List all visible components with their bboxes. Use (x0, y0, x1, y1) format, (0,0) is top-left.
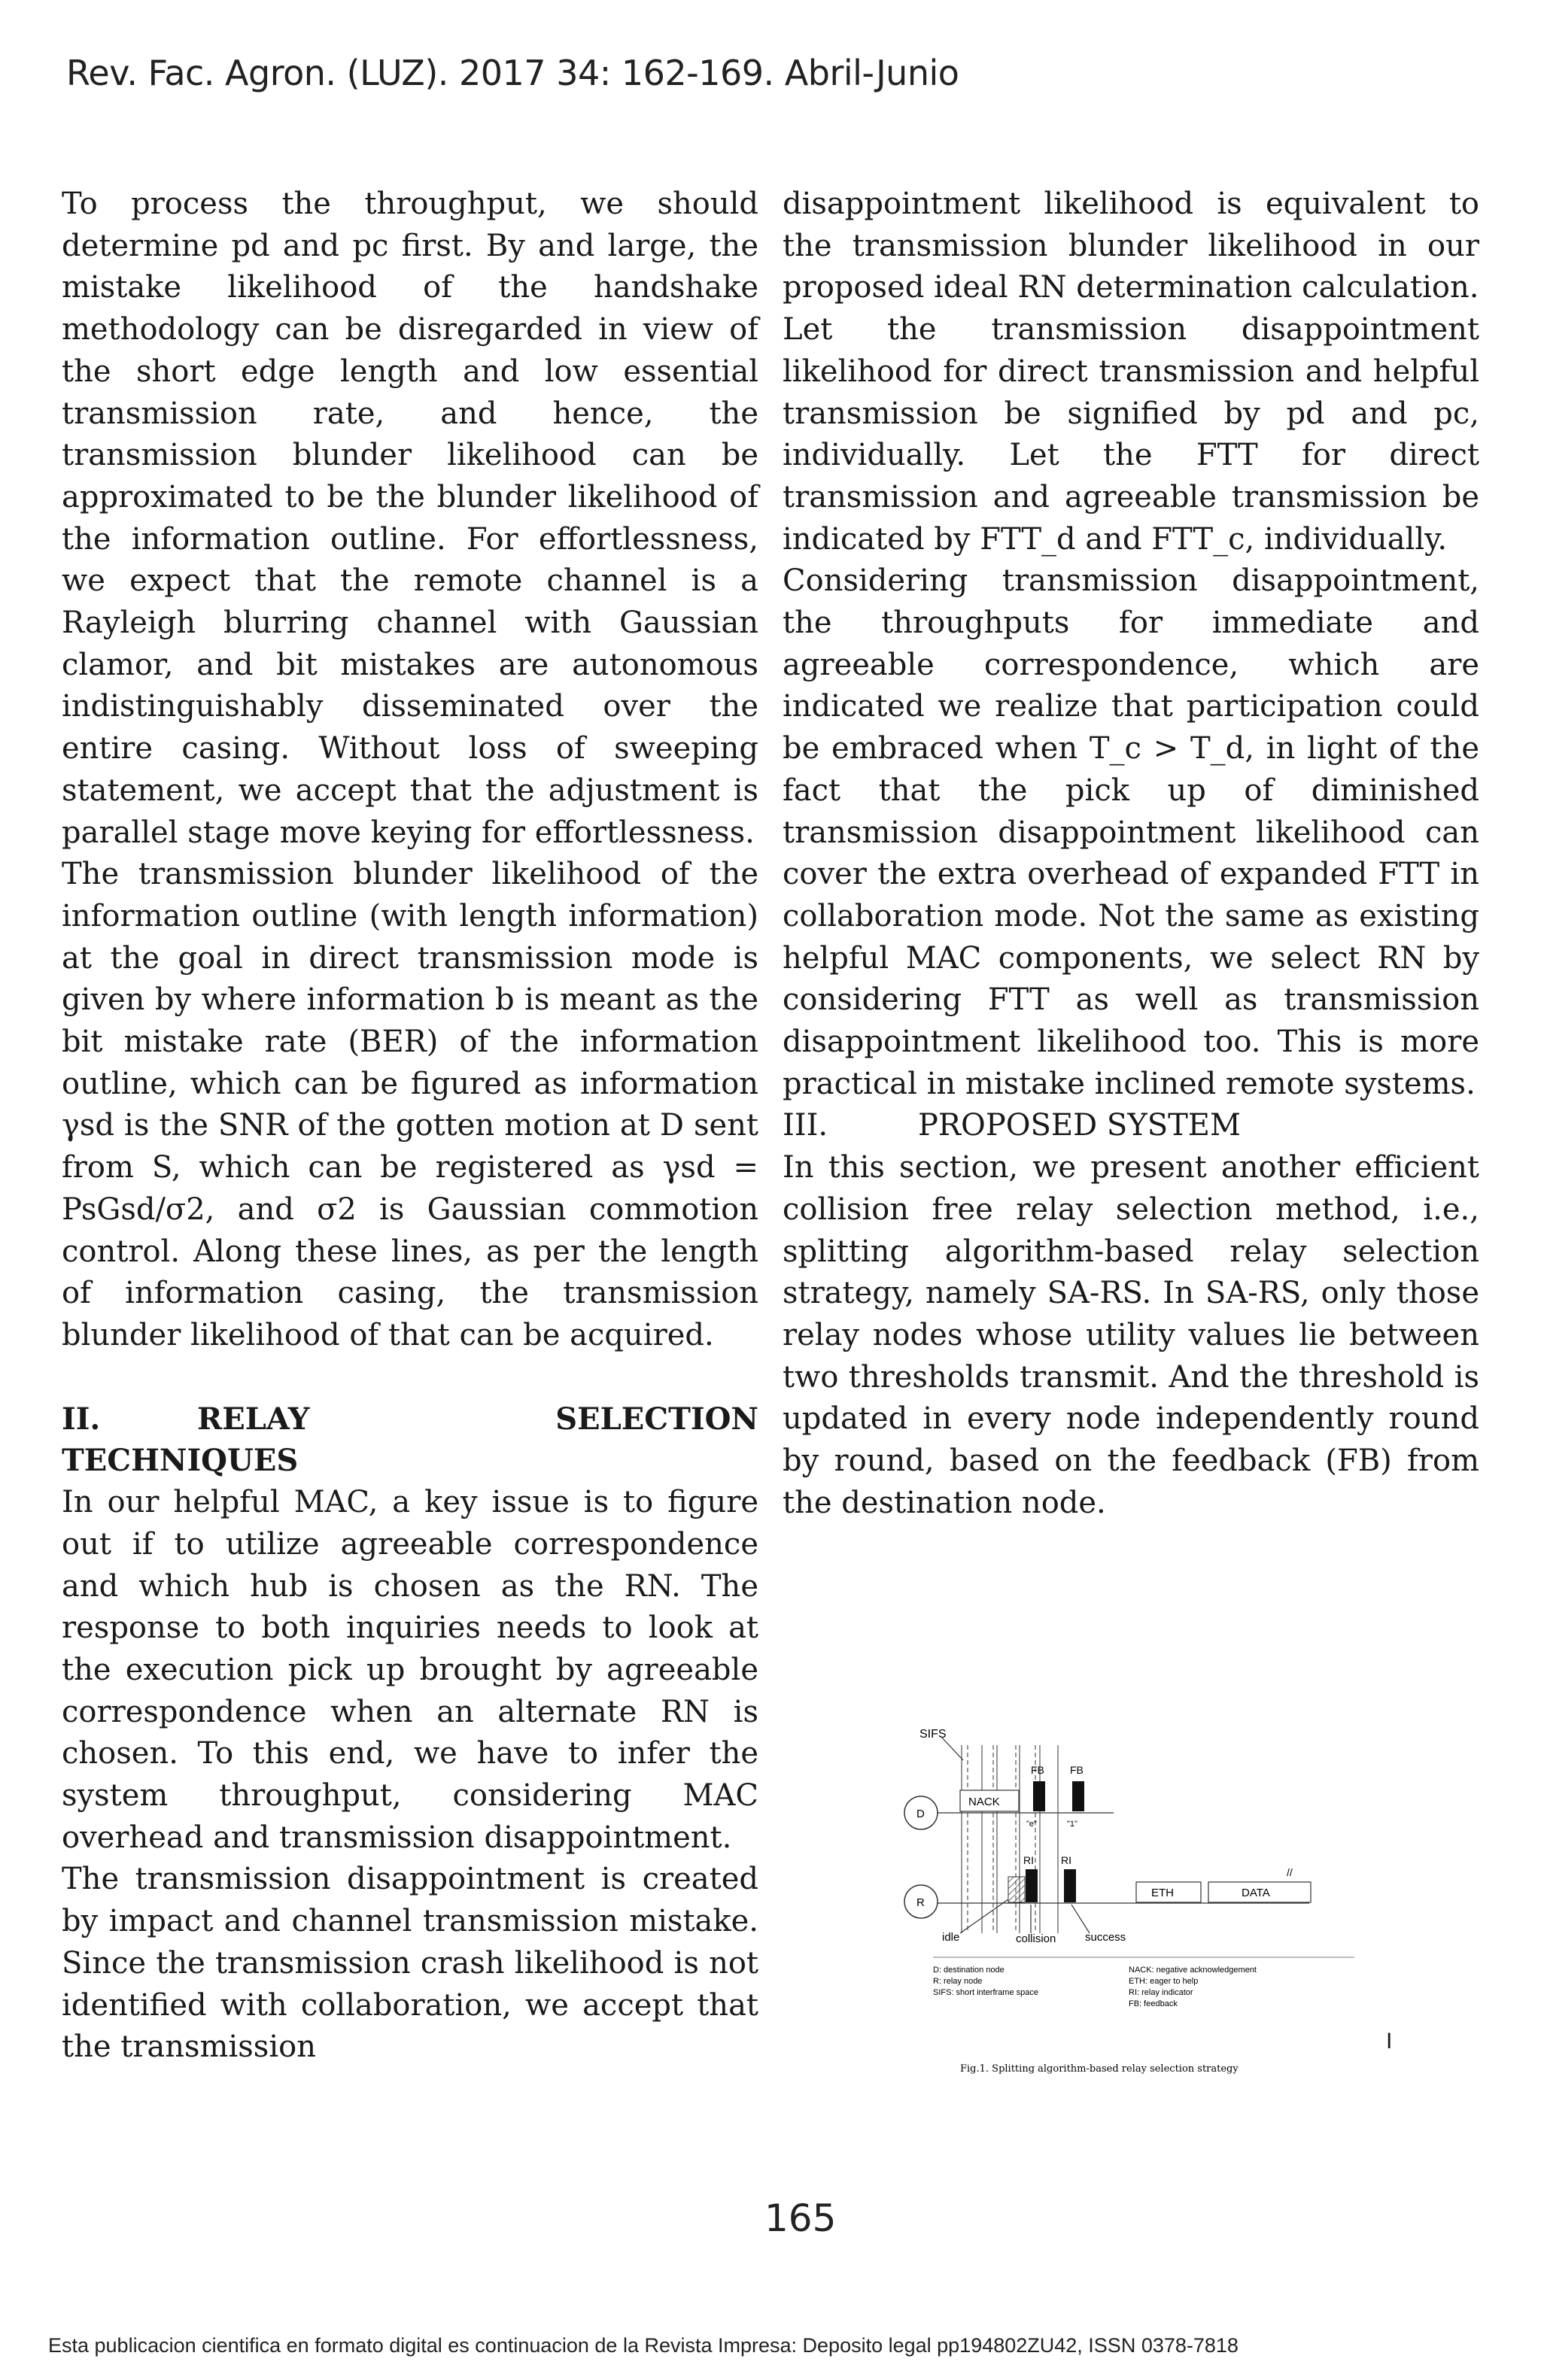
fb-label-2: FB (1070, 1764, 1084, 1776)
legend-fb: FB: feedback (1129, 1999, 1178, 2008)
ri-frame-1 (1026, 1869, 1038, 1902)
right-paragraph-4: In this section, we present another efficient collision free relay selection method, i.e., splitting algorithm-based relay selection strategy, namely SA-RS. In SA-RS, only those relay nodes whose utility values lie between two thresholds transmit. And the threshold is updated in every node independently round by round, based on the feedback (FB) from the destination node. (783, 1150, 1479, 1520)
collision-label: collision (1016, 1932, 1056, 1945)
right-column (783, 184, 1479, 1525)
left-paragraph-4: The transmission disappointment is created by impact and channel transmission mistake. Since the transmission crash likelihood is not identified with collaboration, we accept that the transmission (62, 1862, 758, 2065)
idle-slot (1008, 1877, 1025, 1902)
legend-ri: RI: relay indicator (1129, 1988, 1193, 1997)
fb-value-1: "e" (1026, 1820, 1037, 1829)
legend-d: D: destination node (933, 1966, 1005, 1975)
legend-sifs: SIFS: short interframe space (933, 1988, 1038, 1997)
data-label: DATA (1242, 1887, 1270, 1899)
fb-label-1: FB (1031, 1764, 1044, 1776)
eth-label: ETH (1151, 1887, 1174, 1899)
destination-node-label: D (916, 1808, 925, 1820)
legend-r: R: relay node (933, 1977, 983, 1986)
left-paragraph-2: The transmission blunder likelihood of the information outline (with length information) at the goal in direct transmission mode is given by where information b is meant as the bit mistake rate (BER) of the information outline, which can be figured as information γsd is the SNR of the gotten motion at D sent from S, which can be registered as γsd = PsGsd/σ2, and σ2 is Gaussian commotion control. Along these lines, as per the length of information casing, the transmission blunder likelihood of that can be acquired. (62, 857, 758, 1352)
nack-label: NACK (968, 1796, 1000, 1808)
right-paragraph-2: Let the transmission disappointment likelihood for direct transmission and helpful transmission be signified by pd and pc, individually. Let the FTT for direct transmission and agreeable transmission be indicated by FTT_d and FTT_c, individually. (783, 312, 1479, 557)
fb-value-2: "1" (1067, 1820, 1077, 1829)
page-number: 165 (764, 2196, 837, 2240)
sifs-arrow (941, 1736, 963, 1760)
left-paragraph-1: To process the throughput, we should determine pd and pc first. By and large, the mistake likelihood of the handshake methodology can be disregarded in view of the short edge length and low essential transmission rate, and hence, the transmission blunder likelihood can be approximated to be the blunder likelihood of the information outline. For effortlessness, we expect that the remote channel is a Rayleigh blurring channel with Gaussian clamor, and bit mistakes are autonomous indistinguishably disseminated over the entire casing. Without loss of sweeping statement, we accept that the adjustment is parallel stage move keying for effortlessness. (62, 187, 758, 850)
stray-mark: I (1386, 2029, 1393, 2054)
heading-text: PROPOSED SYSTEM (918, 1108, 1241, 1143)
ri-label-2: RI (1061, 1854, 1071, 1866)
right-paragraph-3: Considering transmission disappointment, the throughputs for immediate and agreeable correspondence, which are indicated we realize that participation could be embraced when T_c > T_d, in light of the fact that the pick up of diminished transmission disappointment likelihood can cover the extra overhead of expanded FTT in collaboration mode. Not the same as existing helpful MAC components, we select RN by considering FTT as well as transmission disappointment likelihood too. This is more practical in mistake inclined remote systems. (783, 563, 1479, 1101)
legend-eth: ETH: eager to help (1129, 1977, 1199, 1986)
heading-number: III. (783, 1108, 828, 1143)
ri-frame-2 (1064, 1869, 1076, 1902)
right-paragraph-1: disappointment likelihood is equivalent to the transmission blunder likelihood in our proposed ideal RN determination calculation. (783, 187, 1479, 305)
legend-nack: NACK: negative acknowledgement (1129, 1966, 1257, 1975)
heading-text: RELAY SELECTION TECHNIQUES (62, 1401, 758, 1479)
journal-header: Rev. Fac. Agron. (LUZ). 2017 34: 162-169. Abril-Junio (66, 53, 959, 93)
ri-label-1: RI (1023, 1854, 1034, 1866)
fb-frame-2 (1072, 1781, 1084, 1811)
success-arrow (1071, 1905, 1090, 1933)
heading-number: II. (62, 1401, 101, 1437)
left-column (62, 184, 758, 2069)
section-heading-proposed-system (783, 1105, 1479, 1147)
success-label: success (1085, 1931, 1126, 1944)
relay-selection-figure (888, 1715, 1400, 2091)
sifs-label: SIFS (919, 1728, 947, 1741)
idle-label: idle (942, 1931, 960, 1944)
footer-note: Esta publicacion cientifica en formato digital es continuacion de la Revista Impresa: Deposito legal pp194802ZU42, ISSN 0378-7818 (48, 2334, 1239, 2357)
relay-node-label: R (916, 1896, 925, 1909)
left-paragraph-3: In our helpful MAC, a key issue is to figure out if to utilize agreeable correspondence and which hub is chosen as the RN. The response to both inquiries needs to look at the execution pick up brought by agreeable correspondence when an alternate RN is chosen. To this end, we have to infer the system throughput, considering MAC overhead and transmission disappointment. (62, 1485, 758, 1855)
figure-caption: Fig.1. Splitting algorithm-based relay selection strategy (960, 2063, 1239, 2075)
break-mark: // (1287, 1866, 1293, 1878)
fb-frame-1 (1033, 1781, 1045, 1811)
section-heading-relay-selection (62, 1398, 758, 1482)
